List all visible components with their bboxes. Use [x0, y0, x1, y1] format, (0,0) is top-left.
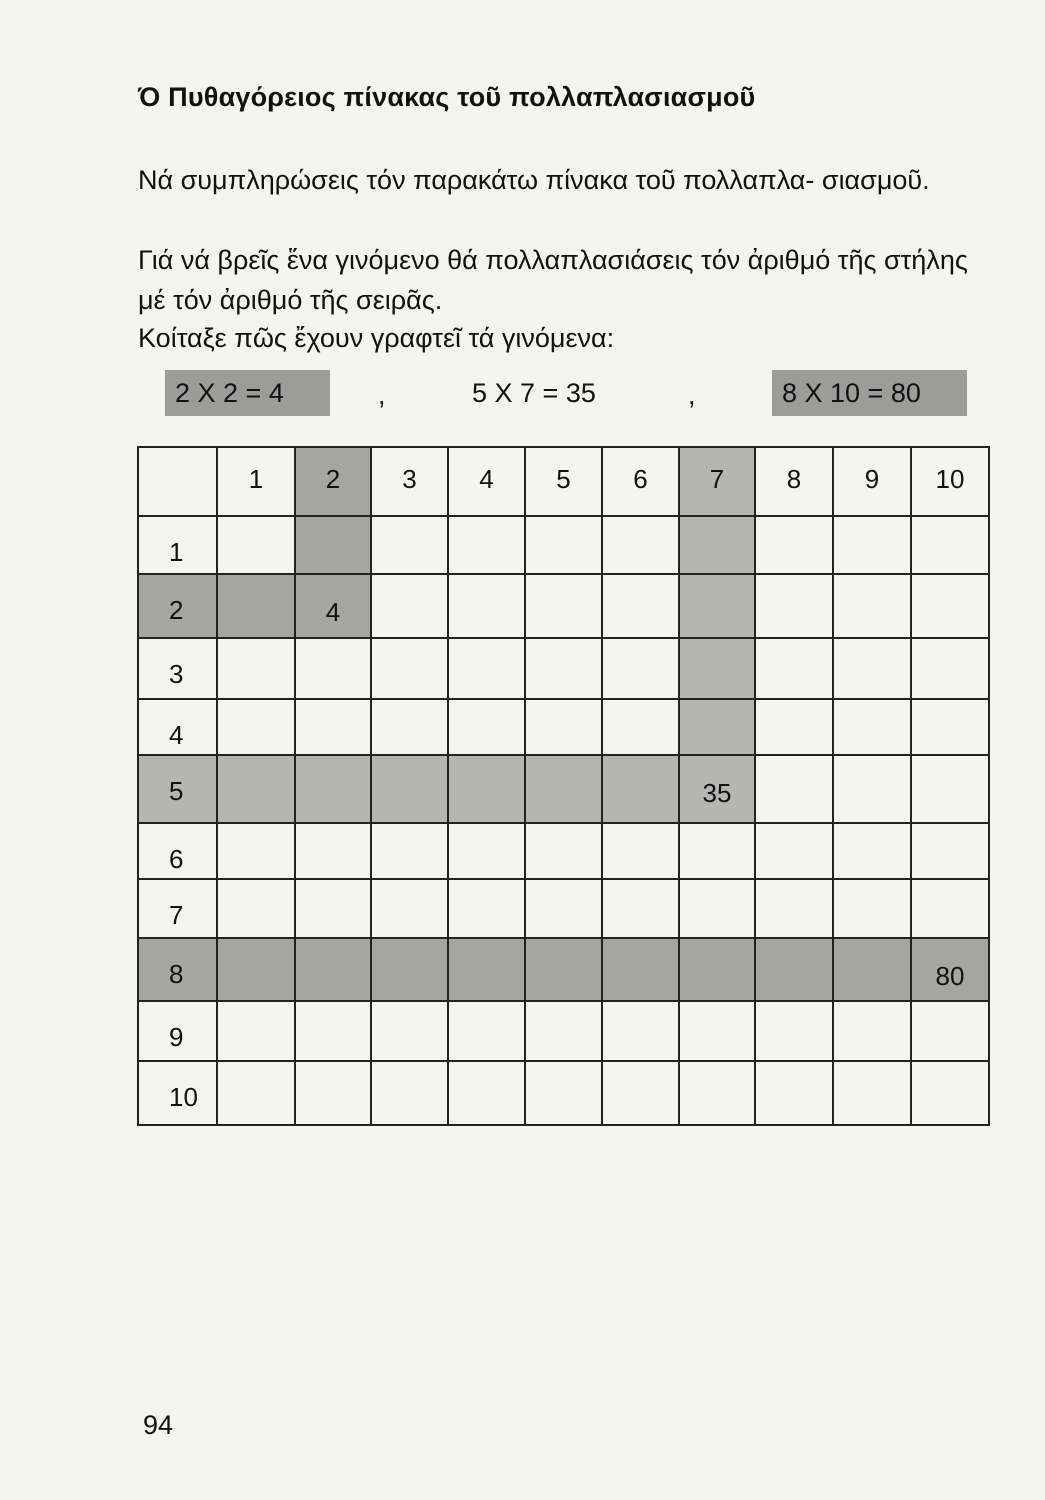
column-header: 4 — [448, 447, 525, 516]
table-cell — [371, 823, 448, 879]
table-row — [138, 1001, 989, 1061]
table-cell — [833, 1001, 911, 1061]
column-header: 6 — [602, 447, 679, 516]
table-cell-filled: 35 — [679, 755, 755, 823]
table-cell — [755, 823, 833, 879]
multiplication-table — [137, 446, 990, 1126]
header-row — [138, 447, 989, 516]
table-cell — [217, 755, 295, 823]
table-cell — [217, 879, 295, 938]
table-cell — [371, 938, 448, 1001]
table-cell — [911, 638, 989, 699]
table-cell — [833, 938, 911, 1001]
table-cell — [448, 638, 525, 699]
table-cell — [295, 823, 371, 879]
table-cell — [602, 574, 679, 638]
table-cell — [525, 1001, 602, 1061]
table-cell — [755, 755, 833, 823]
row-header: 9 — [138, 1001, 217, 1061]
table-row — [138, 574, 989, 638]
separator-comma: , — [688, 380, 696, 410]
table-cell — [525, 574, 602, 638]
table-row — [138, 879, 989, 938]
column-header: 8 — [755, 447, 833, 516]
table-cell — [217, 938, 295, 1001]
corner-cell — [138, 447, 217, 516]
table-row — [138, 516, 989, 574]
instruction-paragraph-3: Κοίταξε πῶς ἔχουν γραφτεῖ τά γινόμενα: — [138, 323, 615, 353]
table-cell — [371, 1001, 448, 1061]
table-cell — [833, 879, 911, 938]
separator-comma: , — [378, 380, 386, 410]
example-2x2: 2 X 2 = 4 — [165, 370, 330, 416]
table-cell — [525, 1061, 602, 1125]
table-cell — [525, 699, 602, 755]
column-header: 9 — [833, 447, 911, 516]
column-header: 7 — [679, 447, 755, 516]
table-cell-filled: 4 — [295, 574, 371, 638]
table-cell — [679, 1001, 755, 1061]
table-cell — [217, 1001, 295, 1061]
table-cell — [679, 823, 755, 879]
row-header: 4 — [138, 699, 217, 755]
table-cell — [371, 638, 448, 699]
column-header: 1 — [217, 447, 295, 516]
row-header: 2 — [138, 574, 217, 638]
table-cell — [217, 699, 295, 755]
table-row — [138, 699, 989, 755]
table-cell — [448, 1001, 525, 1061]
table-cell — [911, 1001, 989, 1061]
row-header: 3 — [138, 638, 217, 699]
table-cell — [217, 823, 295, 879]
table-cell — [755, 1001, 833, 1061]
table-cell — [295, 879, 371, 938]
table-cell — [371, 699, 448, 755]
table-cell — [448, 823, 525, 879]
table-cell — [295, 699, 371, 755]
table-cell — [679, 938, 755, 1001]
table-cell — [679, 1061, 755, 1125]
table-cell — [525, 823, 602, 879]
table-row — [138, 1061, 989, 1125]
table-cell — [679, 516, 755, 574]
table-cell — [755, 638, 833, 699]
row-header: 5 — [138, 755, 217, 823]
table-cell — [295, 516, 371, 574]
table-row — [138, 938, 989, 1001]
instruction-paragraph-1: Νά συμπληρώσεις τόν παρακάτω πίνακα τοῦ πολλαπλα- σιασμοῦ. — [138, 165, 930, 195]
table-cell — [295, 1061, 371, 1125]
example-5x7: 5 X 7 = 35 — [472, 378, 596, 408]
table-cell-filled: 80 — [911, 938, 989, 1001]
row-header: 1 — [138, 516, 217, 574]
table-cell — [679, 699, 755, 755]
instruction-paragraph-2: Γιά νά βρεῖς ἕνα γινόμενο θά πολλαπλασιάσεις τόν ἀριθμό τῆς στήλης μέ τόν ἀριθμό τῆς σειρᾶς. — [138, 245, 968, 315]
table-cell — [602, 755, 679, 823]
column-header: 5 — [525, 447, 602, 516]
example-8x10: 8 X 10 = 80 — [772, 370, 967, 416]
table-cell — [448, 574, 525, 638]
table-cell — [602, 938, 679, 1001]
page-title: Ό Πυθαγόρειος πίνακας τοῦ πολλαπλασιασμοῦ — [138, 82, 756, 112]
table-cell — [448, 755, 525, 823]
table-cell — [602, 1061, 679, 1125]
table-cell — [602, 1001, 679, 1061]
table-cell — [911, 755, 989, 823]
table-cell — [217, 574, 295, 638]
column-header: 3 — [371, 447, 448, 516]
table-cell — [371, 879, 448, 938]
table-cell — [217, 516, 295, 574]
table-cell — [833, 699, 911, 755]
table-cell — [833, 516, 911, 574]
table-cell — [217, 1061, 295, 1125]
table-row — [138, 823, 989, 879]
column-header: 2 — [295, 447, 371, 516]
table-cell — [371, 1061, 448, 1125]
table-cell — [679, 574, 755, 638]
table-cell — [911, 1061, 989, 1125]
table-cell — [295, 638, 371, 699]
row-header: 7 — [138, 879, 217, 938]
table-cell — [911, 823, 989, 879]
table-cell — [217, 638, 295, 699]
table-cell — [525, 938, 602, 1001]
table-cell — [602, 879, 679, 938]
table-cell — [602, 516, 679, 574]
table-cell — [679, 638, 755, 699]
table-cell — [911, 574, 989, 638]
table-cell — [525, 516, 602, 574]
table-cell — [525, 879, 602, 938]
table-cell — [602, 823, 679, 879]
table-cell — [448, 938, 525, 1001]
column-header: 10 — [911, 447, 989, 516]
table-cell — [295, 938, 371, 1001]
page-number: 94 — [143, 1410, 174, 1440]
table-cell — [371, 755, 448, 823]
table-cell — [448, 1061, 525, 1125]
table-cell — [911, 699, 989, 755]
table-cell — [602, 638, 679, 699]
table-cell — [755, 574, 833, 638]
table-cell — [602, 699, 679, 755]
table-cell — [755, 516, 833, 574]
table-cell — [833, 823, 911, 879]
table-cell — [755, 879, 833, 938]
row-header: 8 — [138, 938, 217, 1001]
table-cell — [525, 755, 602, 823]
table-cell — [911, 879, 989, 938]
table-cell — [448, 516, 525, 574]
table-cell — [833, 638, 911, 699]
table-cell — [833, 755, 911, 823]
table-cell — [448, 879, 525, 938]
row-header: 10 — [138, 1061, 217, 1125]
table-cell — [295, 755, 371, 823]
table-row — [138, 638, 989, 699]
table-cell — [833, 1061, 911, 1125]
table-cell — [679, 879, 755, 938]
table-cell — [833, 574, 911, 638]
table-cell — [911, 516, 989, 574]
table-cell — [371, 516, 448, 574]
table-row — [138, 755, 989, 823]
table-cell — [371, 574, 448, 638]
table-cell — [755, 699, 833, 755]
table-cell — [755, 938, 833, 1001]
table-cell — [525, 638, 602, 699]
table-cell — [755, 1061, 833, 1125]
row-header: 6 — [138, 823, 217, 879]
table-cell — [448, 699, 525, 755]
table-cell — [295, 1001, 371, 1061]
